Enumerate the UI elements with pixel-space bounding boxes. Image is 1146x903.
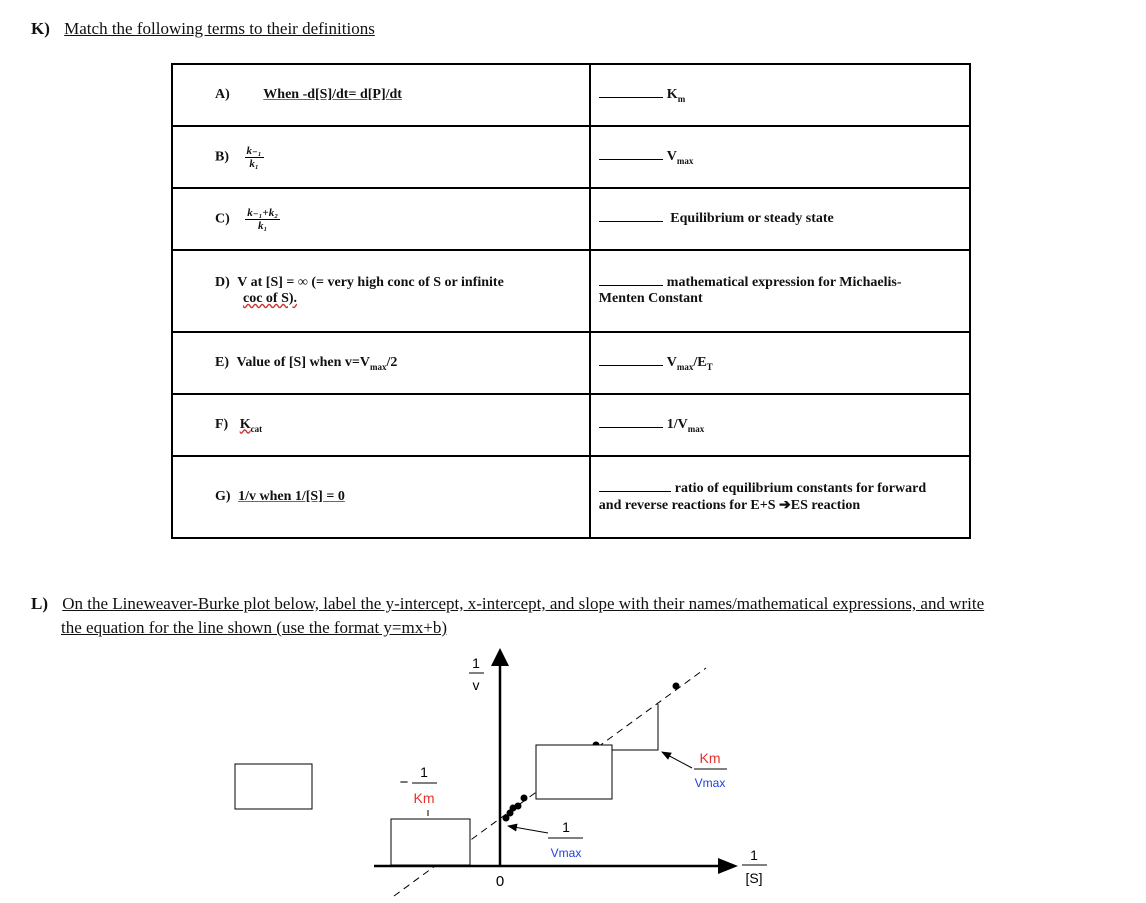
term-symbol: K [239,416,251,432]
fraction-denominator: k₁ [249,157,259,170]
definition-text: mathematical expression for Michaelis- [666,275,902,290]
slope-triangle [610,704,658,750]
definition-text: V [666,148,677,164]
section-k-letter: K) [31,19,50,38]
term-label: B) [215,149,229,165]
term-label: D) [215,275,230,290]
x-intercept-num: 1 [420,764,428,780]
term-label: C) [215,211,230,227]
section-l-title-line1: On the Lineweaver-Burke plot below, label the y-intercept, x-intercept, and slope with their names/mathematical expressions, and write [62,594,985,613]
definition-text: V [666,354,677,370]
definition-text: and reverse reactions for E+S ➔ES reaction [598,497,861,513]
y-intercept-num: 1 [562,819,570,835]
answer-box-slope[interactable] [536,745,612,799]
definition-text: 1/V [666,416,688,432]
definition-text: /E [693,354,707,370]
term-text: V at [S] = ∞ (= very high conc of S or infinite [237,275,504,290]
fraction-denominator: k₁ [257,219,268,232]
data-point [515,803,522,810]
definition-text: ratio of equilibrium constants for forward [674,480,927,496]
y-intercept-arrow [508,826,548,833]
answer-box-equation[interactable] [235,764,312,809]
subscript: m [677,93,686,104]
origin-label: 0 [495,873,505,890]
y-axis-label-num: 1 [472,655,480,671]
subscript: max [676,361,694,372]
definition-text: K [666,86,678,102]
subscript: max [369,361,387,372]
x-intercept-sign: − [399,774,409,791]
y-axis-label-den: v [472,677,480,693]
term-text: When -d[S]/dt= d[P]/dt [263,87,402,102]
definition-text: Equilibrium or steady state [670,211,834,226]
term-label: F) [215,416,229,432]
term-text: /2 [386,354,398,370]
fraction-numerator: k₋₁ [246,144,262,157]
slope-num: Km [699,750,721,766]
section-l-title-line2: the equation for the line shown (use the format y=mx+b) [61,618,447,637]
x-axis-arrow-icon [718,858,738,874]
term-label: E) [215,354,229,370]
x-axis-label-num: 1 [750,847,758,863]
slope-den: Vmax [694,776,726,790]
term-label: G) [215,489,231,504]
x-intercept-den: Km [413,790,435,806]
subscript: max [687,423,705,434]
slope-arrow [662,752,692,768]
fraction-numerator: k₋₁+k₂ [247,206,279,219]
x-axis-label-den: [S] [745,870,763,886]
data-point [521,795,528,802]
answer-box-x-intercept[interactable] [391,819,470,865]
y-intercept-den: Vmax [550,846,582,860]
subscript: cat [250,423,263,434]
term-text: Value of [S] when v=V [236,354,370,370]
data-point [673,683,680,690]
y-axis-arrow-icon [491,648,509,666]
definition-text: Menten Constant [598,291,703,306]
subscript: T [706,361,713,372]
section-k-title: Match the following terms to their definitions [64,19,375,38]
term-text: coc of S). [243,291,298,306]
term-label: A) [215,87,230,102]
section-l-letter: L) [31,594,48,613]
term-text: 1/v when 1/[S] = 0 [238,489,345,504]
subscript: max [676,155,694,166]
